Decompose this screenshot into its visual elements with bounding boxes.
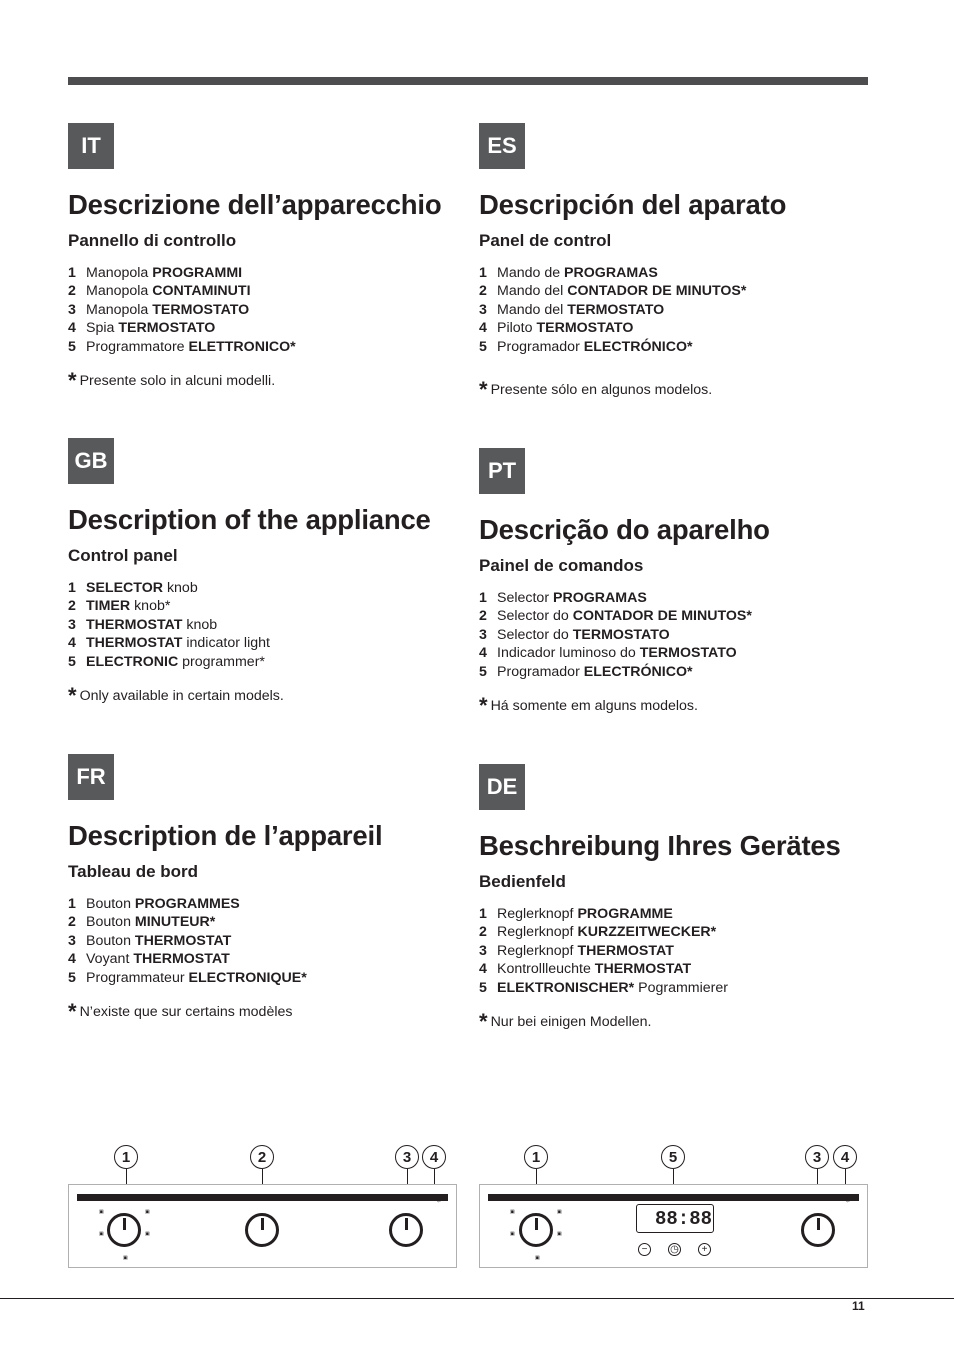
list-item: 2 Manopola CONTAMINUTI <box>68 283 251 300</box>
display-digits: 88:88 <box>655 1208 713 1230</box>
footnote-it: * Presente solo in alcuni modelli. <box>68 367 276 393</box>
section-de <box>479 764 879 1035</box>
list-item: 4 Piloto TERMOSTATO <box>479 320 634 337</box>
language-badge-it: IT <box>68 123 114 169</box>
program-symbol-icon: ▣ <box>557 1231 562 1237</box>
list-item: 3 Selector do TERMOSTATO <box>479 626 670 643</box>
panel-strip <box>488 1194 859 1201</box>
section-title-es: Descripción del aparato <box>479 189 787 220</box>
bottom-rule <box>0 1298 954 1299</box>
list-item: 2 Selector do CONTADOR DE MINUTOS* <box>479 608 752 625</box>
list-item: 3 Bouton THERMOSTAT <box>68 932 232 949</box>
list-item: 4 Voyant THERMOSTAT <box>68 951 230 968</box>
section-subtitle-pt: Painel de comandos <box>479 556 644 575</box>
list-item: 3 THERMOSTAT knob <box>68 616 218 633</box>
callout-1: 1 <box>114 1145 138 1169</box>
section-title-it: Descrizione dell’apparecchio <box>68 189 442 220</box>
list-item: 1 Reglerknopf PROGRAMME <box>479 906 673 922</box>
list-item: 4 THERMOSTAT indicator light <box>68 635 270 652</box>
language-badge-gb: GB <box>68 438 114 484</box>
footnote-es: * Presente sólo en algunos modelos. <box>479 376 713 402</box>
item-list-fr <box>68 895 468 987</box>
language-badge-de: DE <box>479 764 525 810</box>
list-item: 5 ELECTRONIC programmer* <box>68 653 265 670</box>
callout-3: 3 <box>805 1145 829 1169</box>
callout-5: 5 <box>661 1145 685 1169</box>
section-es <box>479 123 879 403</box>
list-item: 2 TIMER knob* <box>68 598 171 615</box>
item-list-it <box>68 264 468 356</box>
program-symbol-icon: ▣ <box>99 1231 104 1237</box>
list-item: 5 ELEKTRONISCHER* Pogrammierer <box>479 979 728 996</box>
section-subtitle-it: Pannello di controllo <box>68 231 237 250</box>
program-symbol-icon: ▣ <box>510 1209 515 1215</box>
callout-1: 1 <box>524 1145 548 1169</box>
page-number: 11 <box>852 1299 865 1313</box>
list-item: 5 Programador ELECTRÓNICO* <box>479 338 693 355</box>
section-title-de: Beschreibung Ihres Gerätes <box>479 830 841 861</box>
program-symbol-icon: ▣ <box>557 1209 562 1215</box>
language-badge-es: ES <box>479 123 525 169</box>
list-item: 3 Reglerknopf THERMOSTAT <box>479 942 674 959</box>
footnote-pt: * Há somente em alguns modelos. <box>479 692 698 718</box>
control-panel-diagram-left <box>68 1184 457 1268</box>
electronic-programmer-display <box>636 1204 714 1233</box>
list-item: 4 Kontrollleuchte THERMOSTAT <box>479 961 692 978</box>
program-symbol-icon: ▣ <box>99 1209 104 1215</box>
program-symbol-icon: ▣ <box>535 1255 540 1261</box>
thermostat-knob <box>801 1213 835 1247</box>
indicator-light-icon: ☼ <box>844 1195 852 1204</box>
list-item: 3 Mando del TERMOSTATO <box>479 301 665 318</box>
language-badge-pt: PT <box>479 448 525 494</box>
section-subtitle-fr: Tableau de bord <box>68 862 199 881</box>
list-item: 1 Selector PROGRAMAS <box>479 590 647 606</box>
callout-4: 4 <box>833 1145 857 1169</box>
plus-button: + <box>698 1243 711 1256</box>
callout-2: 2 <box>250 1145 274 1169</box>
selector-knob <box>107 1213 141 1247</box>
program-symbol-icon: ▣ <box>510 1231 515 1237</box>
selector-knob <box>519 1213 553 1247</box>
list-item: 5 Programmateur ELECTRONIQUE* <box>68 969 307 986</box>
language-badge-fr: FR <box>68 754 114 800</box>
callout-3: 3 <box>395 1145 419 1169</box>
section-title-pt: Descrição do aparelho <box>479 514 770 545</box>
list-item: 1 Mando de PROGRAMAS <box>479 265 658 281</box>
footnote-de: * Nur bei einigen Modellen. <box>479 1008 652 1034</box>
list-item: 2 Reglerknopf KURZZEITWECKER* <box>479 924 717 941</box>
item-list-gb <box>68 579 468 671</box>
top-rule <box>68 77 868 85</box>
program-symbol-icon: ▣ <box>145 1231 150 1237</box>
indicator-light-icon: ☼ <box>435 1195 443 1204</box>
list-item: 5 Programmatore ELETTRONICO* <box>68 338 296 355</box>
callout-4: 4 <box>422 1145 446 1169</box>
section-gb <box>68 438 468 709</box>
list-item: 1 SELECTOR knob <box>68 580 198 596</box>
list-item: 5 Programador ELECTRÓNICO* <box>479 663 693 680</box>
list-item: 4 Indicador luminoso do TERMOSTATO <box>479 645 737 662</box>
section-subtitle-de: Bedienfeld <box>479 872 566 891</box>
program-symbol-icon: ▣ <box>145 1209 150 1215</box>
list-item: 1 Bouton PROGRAMMES <box>68 896 240 912</box>
item-list-es <box>479 264 879 356</box>
section-subtitle-gb: Control panel <box>68 546 178 565</box>
section-pt <box>479 448 879 719</box>
control-panel-diagram-right <box>479 1184 868 1268</box>
timer-knob <box>245 1213 279 1247</box>
section-subtitle-es: Panel de control <box>479 231 612 250</box>
minus-button: − <box>638 1243 651 1256</box>
panel-strip <box>77 1194 448 1201</box>
list-item: 2 Mando del CONTADOR DE MINUTOS* <box>479 283 747 300</box>
footnote-fr: * N’existe que sur certains modèles <box>68 998 293 1024</box>
item-list-de <box>479 905 879 997</box>
section-it <box>68 123 468 394</box>
clock-button: ◷ <box>668 1243 681 1256</box>
list-item: 2 Bouton MINUTEUR* <box>68 914 216 931</box>
section-fr <box>68 754 468 1025</box>
section-title-fr: Description de l’appareil <box>68 820 383 851</box>
list-item: 3 Manopola TERMOSTATO <box>68 301 250 318</box>
section-title-gb: Description of the appliance <box>68 504 431 535</box>
list-item: 4 Spia TERMOSTATO <box>68 320 216 337</box>
program-symbol-icon: ▣ <box>123 1255 128 1261</box>
thermostat-knob <box>389 1213 423 1247</box>
list-item: 1 Manopola PROGRAMMI <box>68 265 243 281</box>
item-list-pt <box>479 589 879 681</box>
footnote-gb: * Only available in certain models. <box>68 682 284 708</box>
